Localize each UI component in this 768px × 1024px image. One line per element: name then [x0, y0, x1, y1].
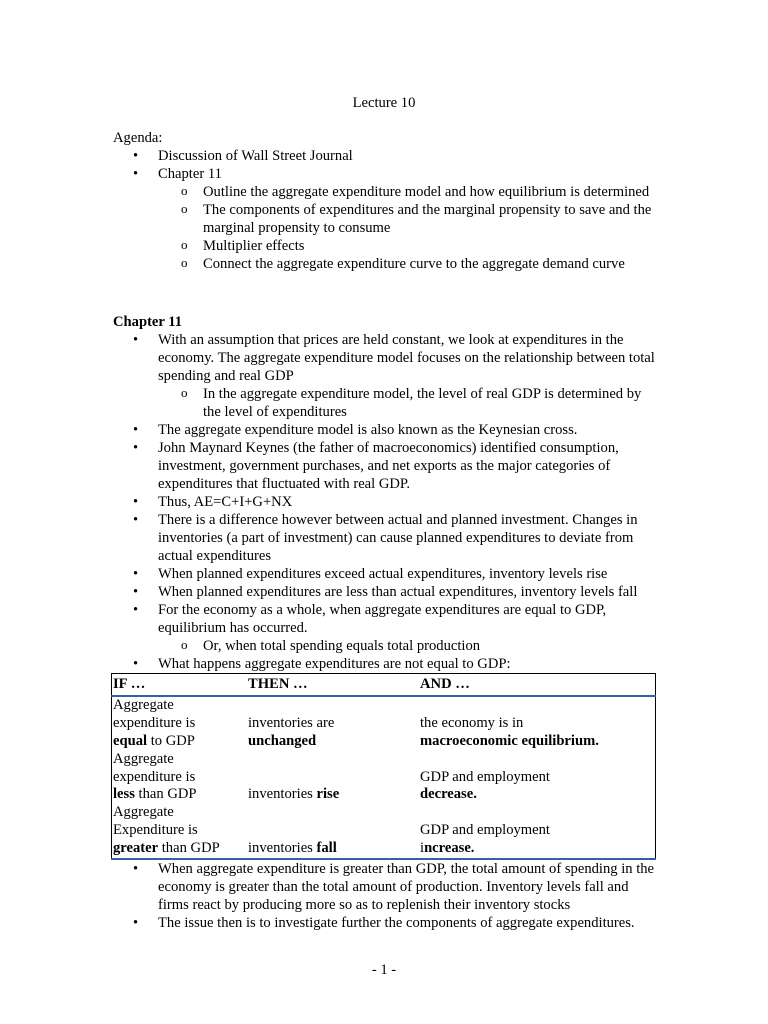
page-title: Lecture 10 [352, 95, 416, 111]
table-header-if: IF … [112, 674, 248, 696]
list-item: • Thus, AE=C+I+G+NX [113, 493, 658, 511]
list-item: • John Maynard Keynes (the father of macroeconomics) identified consumption, investment, government purchases, and net exports as the major categories of expenditures that fluctuated with real GDP. [113, 439, 658, 493]
after-table-section [113, 860, 658, 932]
table-cell-then: inventories are unchanged [248, 714, 335, 749]
list-item: • When planned expenditures exceed actual expenditures, inventory levels rise [113, 565, 658, 583]
table-cell-if: Aggregate expenditure is less than GDP [113, 750, 197, 803]
table-cell-then: inventories fall [247, 804, 419, 859]
sub-list-item: o The components of expenditures and the marginal propensity to save and the marginal propensity to consume [113, 201, 658, 237]
table-cell-and: the economy is in macroeconomic equilibrium. [420, 714, 599, 749]
table-cell-if: Aggregate Expenditure is greater than GDP [112, 804, 248, 859]
sub-list-item: o Or, when total spending equals total production [113, 637, 658, 655]
list-item: • The issue then is to investigate further the components of aggregate expenditures. [113, 914, 658, 932]
list-item: • Chapter 11 [113, 165, 658, 183]
list-item: • What happens aggregate expenditures are not equal to GDP: [113, 655, 658, 673]
sub-list-item: o Connect the aggregate expenditure curve to the aggregate demand curve [113, 255, 658, 273]
list-item: • There is a difference however between actual and planned investment. Changes in inventories (a part of investment) can cause planned expenditures to deviate from actual expenditures [113, 511, 658, 565]
table-header-and: AND … [419, 674, 656, 696]
list-item: • For the economy as a whole, when aggregate expenditures are equal to GDP, equilibrium has occurred. [113, 601, 658, 637]
ae-outcomes-table [111, 673, 656, 860]
page-number: - 1 - [371, 962, 397, 978]
sub-list-item: o Multiplier effects [113, 237, 658, 255]
sub-list-item: o In the aggregate expenditure model, the level of real GDP is determined by the level of expenditures [113, 385, 658, 421]
table-cell-if: Aggregate expenditure is equal to GDP [113, 696, 196, 749]
chapter-heading: Chapter 11 [113, 314, 183, 330]
chapter-section [113, 313, 658, 673]
agenda-section [113, 129, 658, 273]
table-header-then: THEN … [247, 674, 419, 696]
table-cell-and: GDP and employment increase. [419, 804, 656, 859]
list-item: • When aggregate expenditure is greater than GDP, the total amount of spending in the economy is greater than the total amount of production. Inventory levels fall and firms react by producing more so as to replenish their inventory stocks [113, 860, 658, 914]
table-row [112, 804, 656, 859]
table-row [112, 696, 656, 751]
sub-list-item: o Outline the aggregate expenditure model and how equilibrium is determined [113, 183, 658, 201]
table-cell-and: GDP and employment decrease. [420, 768, 550, 803]
list-item: • With an assumption that prices are held constant, we look at expenditures in the economy. The aggregate expenditure model focuses on the relationship between total spending and real GDP [113, 331, 658, 385]
table-header-row [112, 674, 656, 696]
table-row [112, 751, 656, 805]
list-item: • Discussion of Wall Street Journal [113, 147, 658, 165]
list-item: • The aggregate expenditure model is also known as the Keynesian cross. [113, 421, 658, 439]
agenda-label: Agenda: [113, 130, 163, 146]
list-item: • When planned expenditures are less than actual expenditures, inventory levels fall [113, 583, 658, 601]
table-cell-then: inventories rise [248, 786, 340, 803]
